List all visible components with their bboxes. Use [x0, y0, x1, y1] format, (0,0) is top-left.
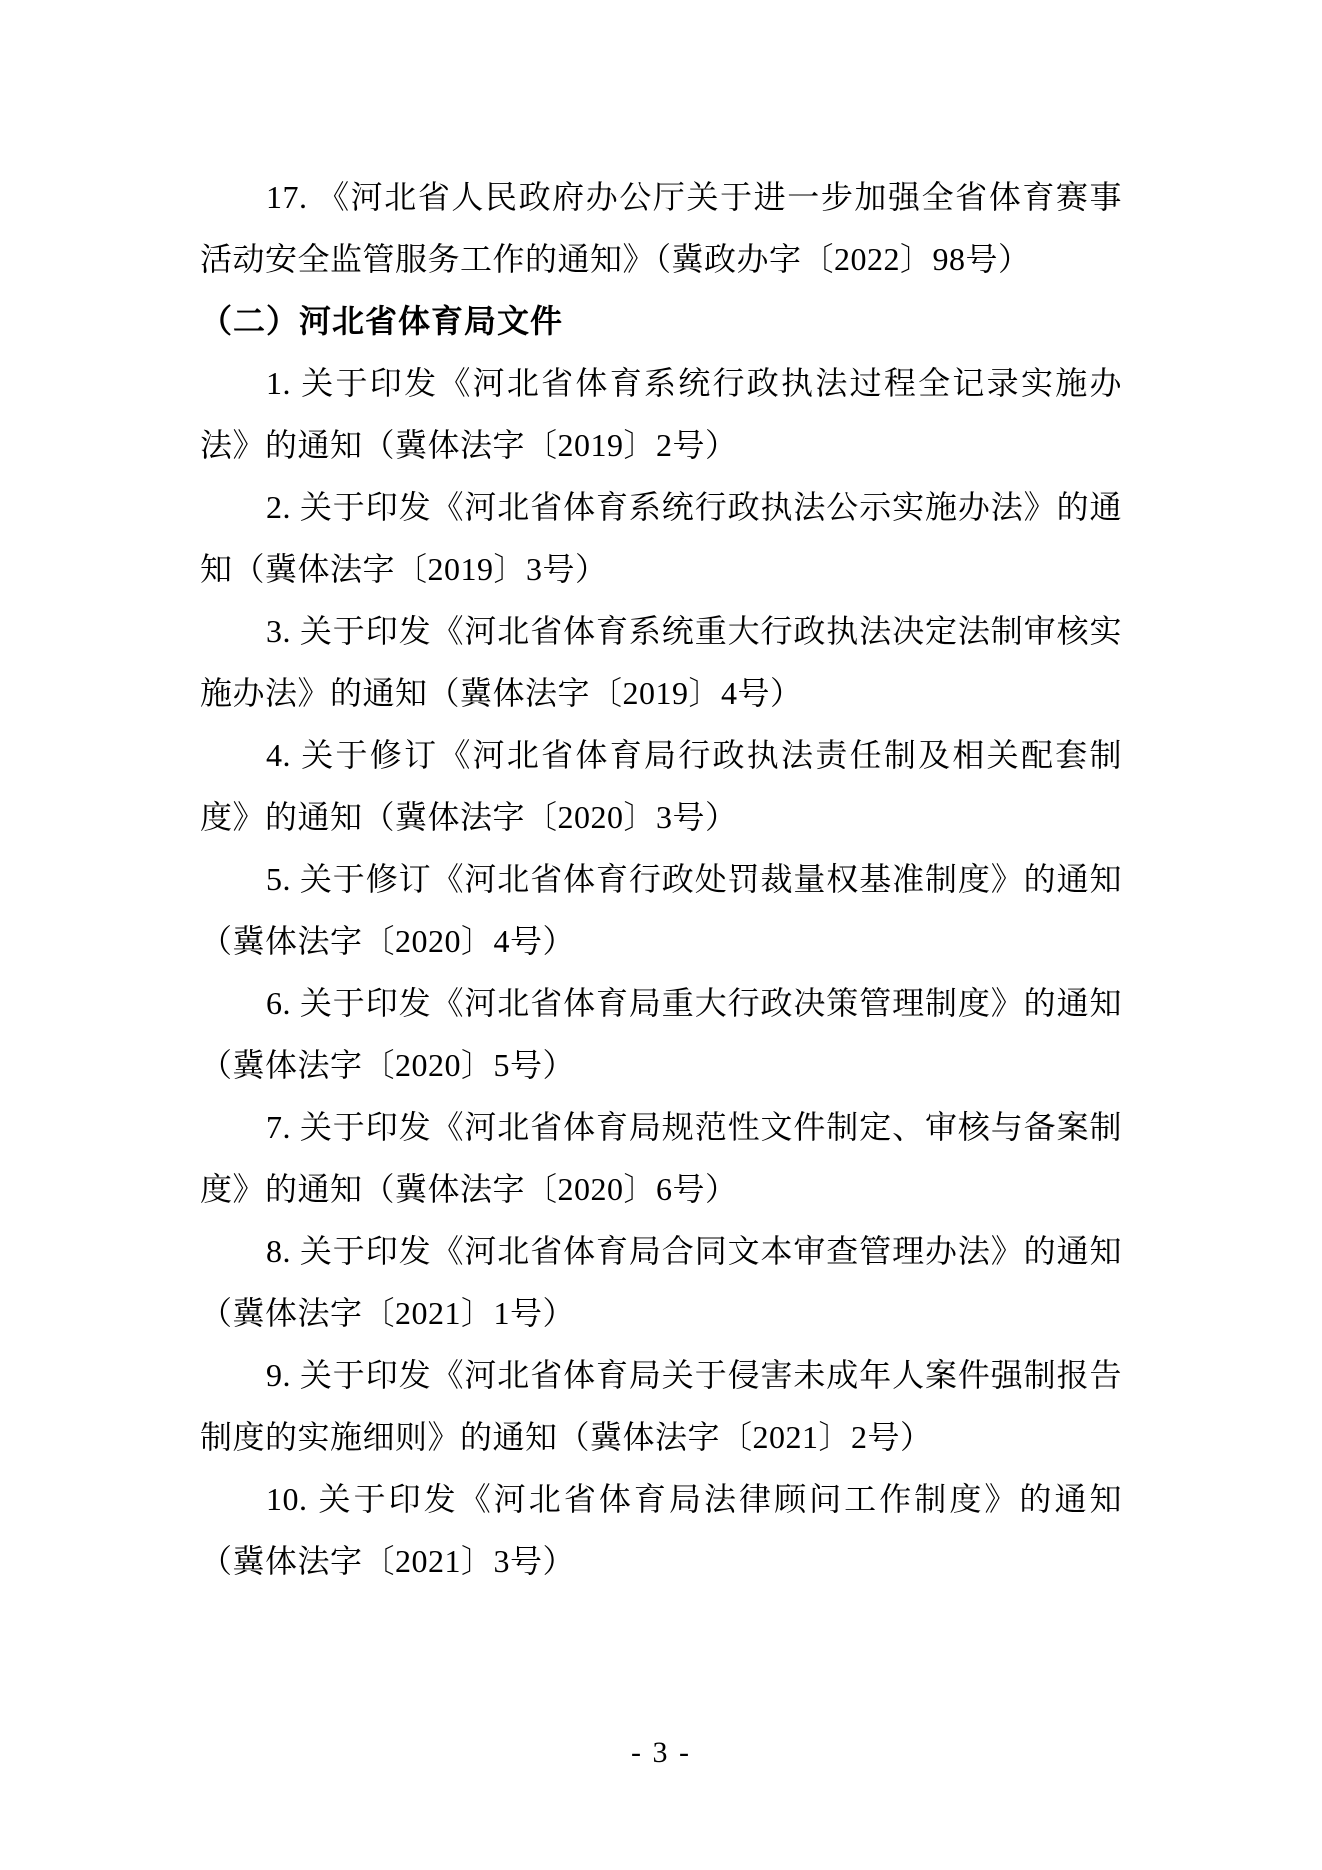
list-item: 1. 关于印发《河北省体育系统行政执法过程全记录实施办法》的通知（冀体法字〔2019〕2号） [200, 365, 1122, 463]
section-heading: （二）河北省体育局文件 [200, 303, 564, 339]
list-item: 4. 关于修订《河北省体育局行政执法责任制及相关配套制度》的通知（冀体法字〔2020〕3号） [200, 737, 1122, 835]
paragraph-item-17: 17. 《河北省人民政府办公厅关于进一步加强全省体育赛事活动安全监管服务工作的通知》（冀政办字〔2022〕98号） [200, 179, 1122, 277]
list-item: 8. 关于印发《河北省体育局合同文本审查管理办法》的通知（冀体法字〔2021〕1号） [200, 1233, 1122, 1331]
list-item: 2. 关于印发《河北省体育系统行政执法公示实施办法》的通知（冀体法字〔2019〕3号） [200, 489, 1122, 587]
list-item: 5. 关于修订《河北省体育行政处罚裁量权基准制度》的通知（冀体法字〔2020〕4号） [200, 861, 1122, 959]
list-item: 7. 关于印发《河北省体育局规范性文件制定、审核与备案制度》的通知（冀体法字〔2020〕6号） [200, 1109, 1122, 1207]
page-number: - 3 - [631, 1736, 691, 1769]
list-item: 6. 关于印发《河北省体育局重大行政决策管理制度》的通知（冀体法字〔2020〕5号） [200, 985, 1122, 1083]
list-item: 3. 关于印发《河北省体育系统重大行政执法决定法制审核实施办法》的通知（冀体法字〔2019〕4号） [200, 613, 1122, 711]
document-body [200, 166, 1122, 1592]
list-item: 10. 关于印发《河北省体育局法律顾问工作制度》的通知（冀体法字〔2021〕3号） [200, 1481, 1122, 1579]
list-item: 9. 关于印发《河北省体育局关于侵害未成年人案件强制报告制度的实施细则》的通知（冀体法字〔2021〕2号） [200, 1357, 1122, 1455]
